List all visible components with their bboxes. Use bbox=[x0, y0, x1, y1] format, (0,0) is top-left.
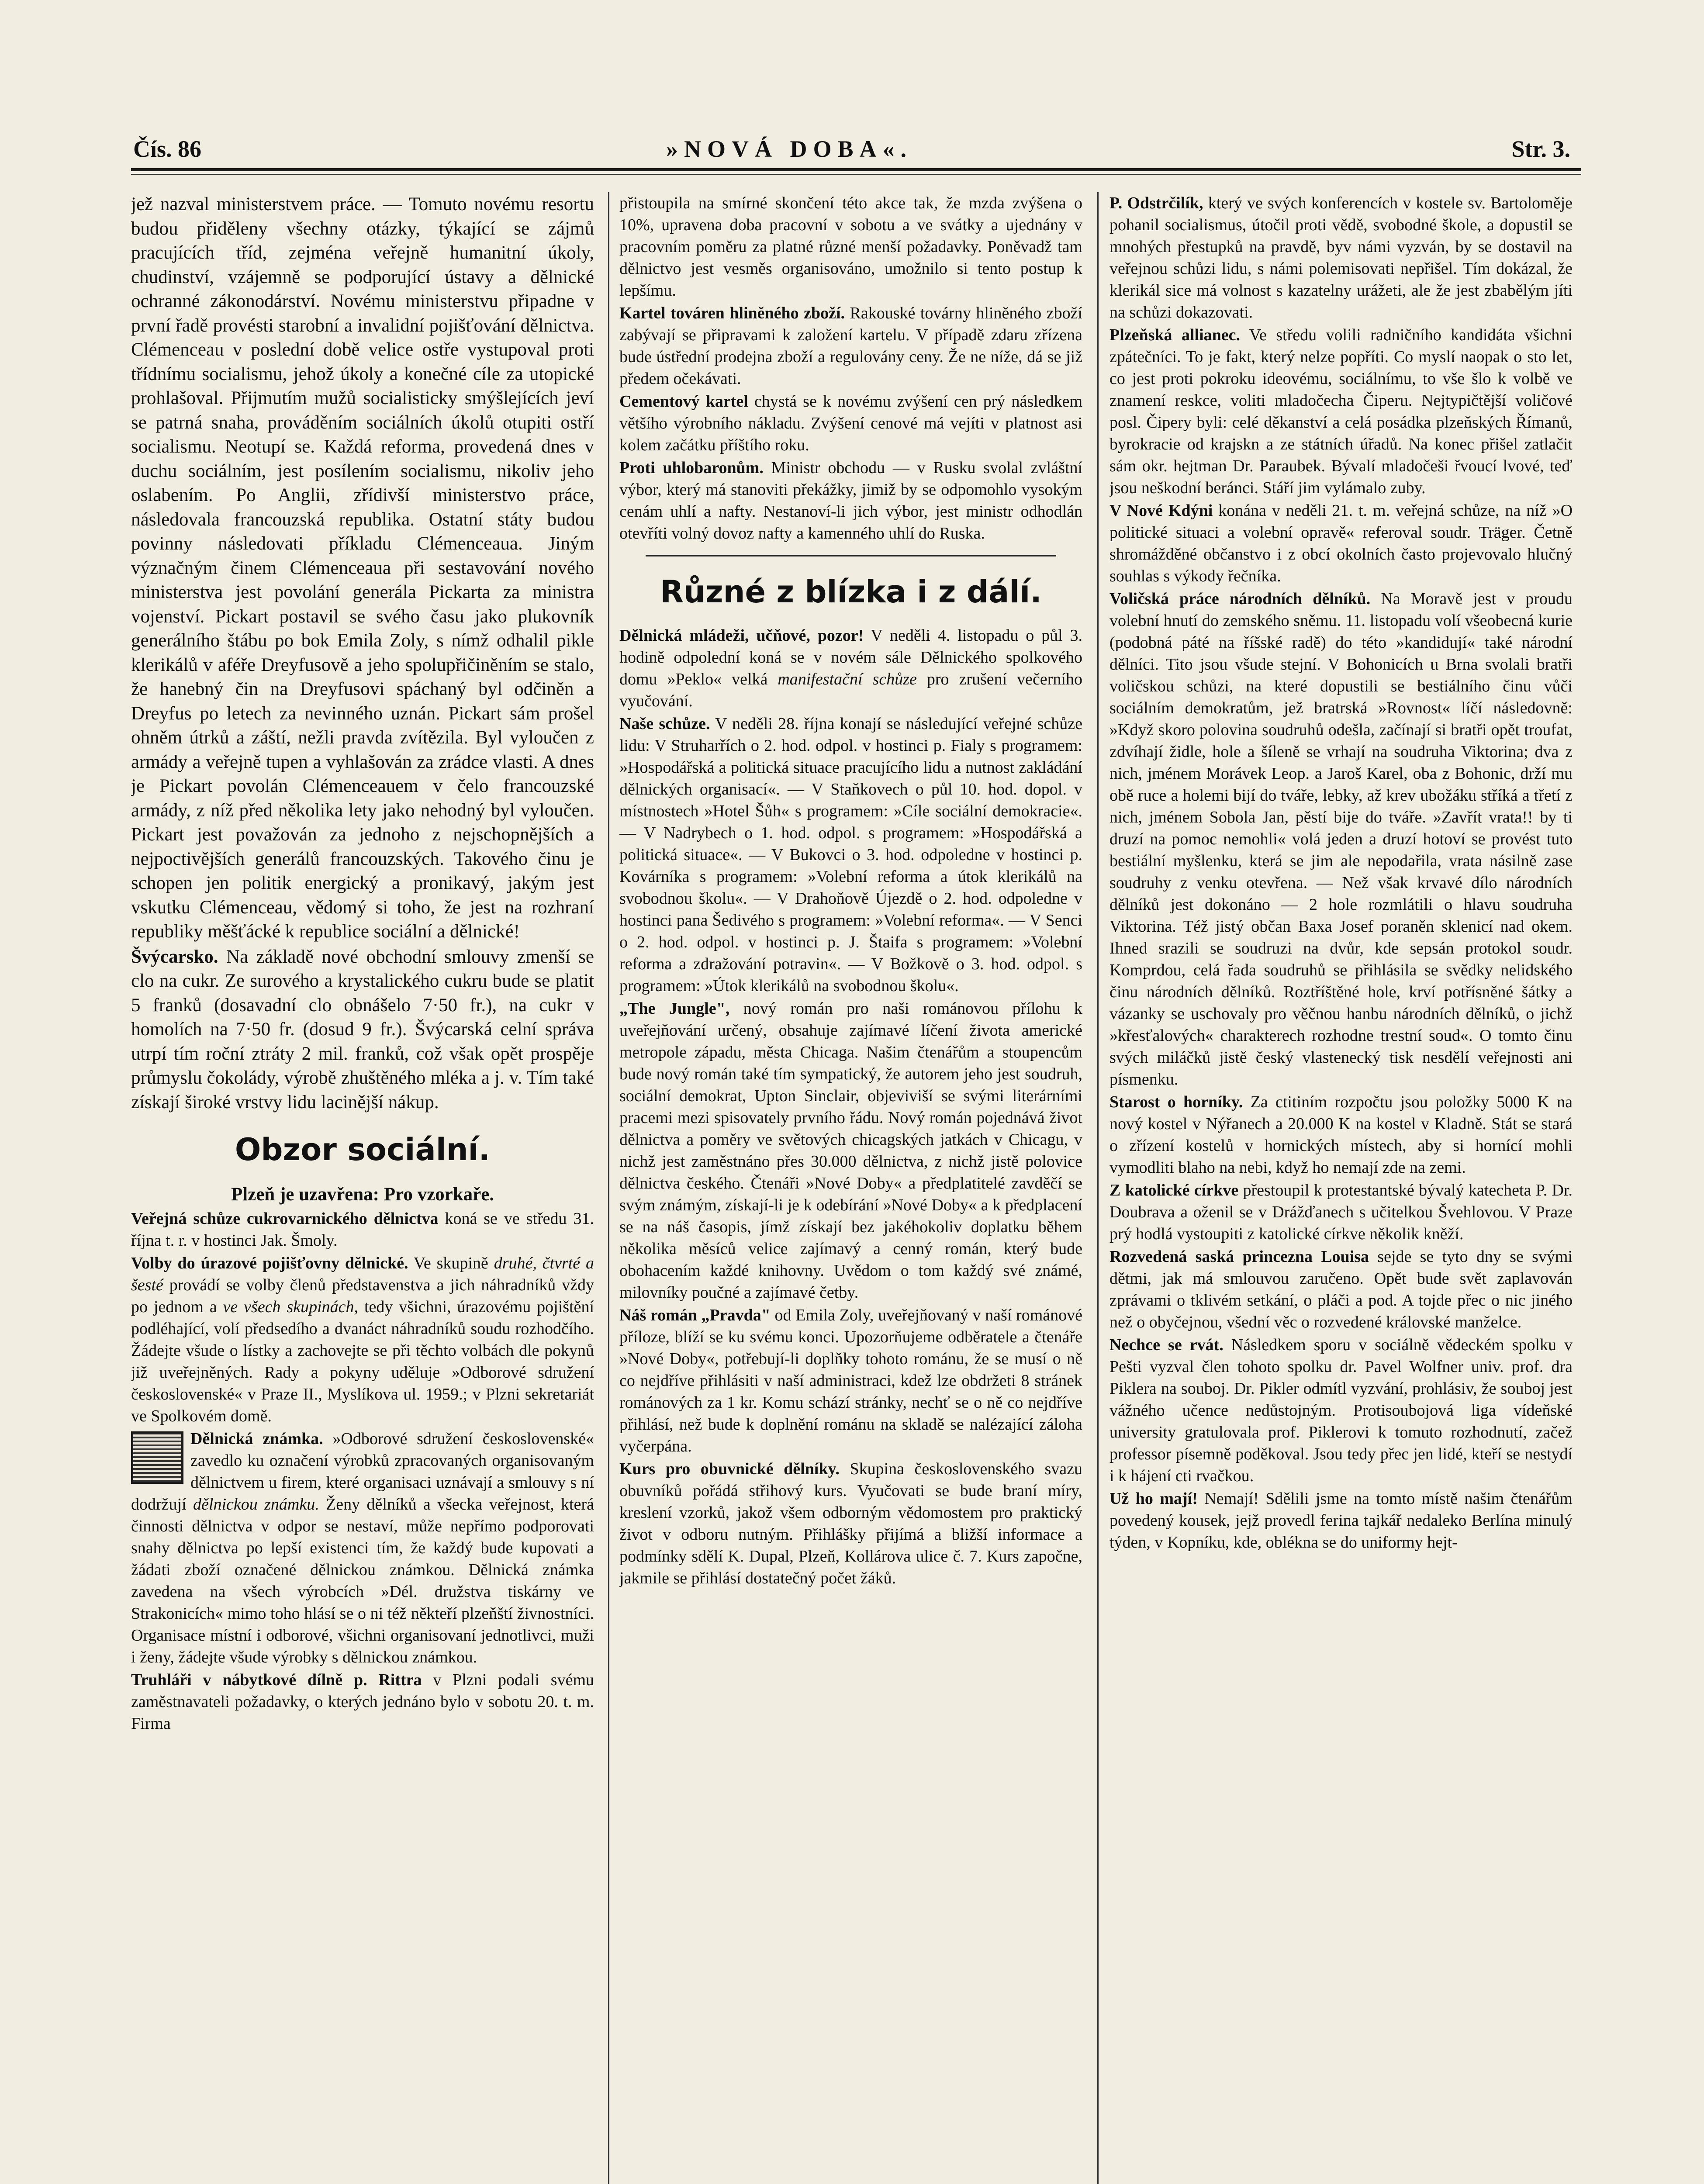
article bbox=[619, 1304, 1082, 1457]
article bbox=[131, 1428, 594, 1668]
article-text: Ve skupině bbox=[413, 1254, 488, 1272]
header-rule bbox=[131, 168, 1581, 171]
article-text: pro zrušení večerního vyučování. bbox=[619, 670, 1082, 710]
article-text: Následkem sporu v sociálně vědeckém spolku v Pešti vyzval člen tohoto spolku dr. Pavel Wolfner univ. prof. dra Piklera na souboj. Dr. Pikler odmítl vyzvání, prohlásiv, že souboj jest vážného učence nedůstojným. Protisoubojová liga vídeňské university gratulovala prof. Piklerovi k tomuto rozhodnutí, začež professor písemně poděkoval. Jsou tedy přec jen lidé, kteří se nestydí i k hájení cti rvačkou. bbox=[1110, 1336, 1573, 1485]
article-text: sejde se tyto dny se svými dětmi, jak má smlouvou zaručeno. Opět bude svět zaplavován zprávami o tklivém setkání, o pláči a pod. A tojde přec o nic jiného než o obyčejnou, všední věc o rozvedené královské manželce. bbox=[1110, 1248, 1573, 1331]
article-heading: Už ho mají! bbox=[1110, 1489, 1198, 1508]
article-heading: Proti uhlobaronům. bbox=[619, 459, 764, 477]
article-text: chystá se k novému zvýšení cen prý následkem většího výrobního nákladu. Zvýšení cenové má vejíti v platnost asi kolem začátku příštího roku. bbox=[619, 392, 1082, 454]
article-text: v Plzni podali svému zaměstnavateli požadavky, o kterých jednáno bylo v sobotu 20. t. m. Firma bbox=[131, 1670, 594, 1733]
article-text: V neděli 28. října konají se následující veřejné schůze lidu: V Struharřích o 2. hod. odpol. v hostinci p. Fialy s programem: »Hospodářská a politická situace pracujícího lidu a nutnost zakládání dělnických organisací«. — V Staňkovech o půl 10. hod. dopol. v místnostech »Hotel Šůh« s programem: »Cíle sociální demokracie«. — V Nadrybech o 1. hod. odpol. s programem: »Hospodářská a politická situace«. — V Bukovci o 3. hod. odpoledne v hostinci p. Kovárníka s programem: »Volební reforma a útok klerikálů na svobodnou školu«. — V Drahoňově Újezdě o 2. hod. odpoledne v hostinci pana Šedivého s programem: »Volební reforma«. — V Senci o 2. hod. odpol. v hostinci p. J. Štaifa s programem: »Volební reforma a zdražování potravin«. — V Božkově o 3. hod. odpol. s programem: »Útok klerikálů na svobodnou školu«. bbox=[619, 715, 1082, 995]
article bbox=[1110, 500, 1573, 587]
article bbox=[131, 1669, 594, 1735]
article-text: který ve svých konferencích v kostele sv. Bartoloměje pohanil socialismus, útočil proti vědě, svobodné škole, a dopustil se mnohých přestupků na pravdě, byv námi vyzván, by se dostavil na veřejnou schůzi lidu, s námi polemisovati nepřišel. Tím dokázal, že klerikál sice má volnost s kazatelny urážeti, ale že jest zbabělým jíti na schůzi dokazovati. bbox=[1110, 194, 1573, 321]
article-heading: Truhláři v nábytkové dílně p. Rittra bbox=[131, 1670, 422, 1689]
article bbox=[131, 945, 594, 1115]
section-divider bbox=[646, 555, 1056, 556]
article bbox=[1110, 324, 1573, 499]
article-text: od Emila Zoly, uveřejňovaný v naší románové příloze, blíží se ku svému konci. Upozorňujeme odběratele a čtenáře »Nové Doby«, potřebují-li doplňky tohoto románu, že se musí o ně co nejdříve přihlásiti v naší administraci, kdež lze obdržeti 8 stránek románových za 1 kr. Komu schází stránky, nechť se o ně co nejdříve přihlásí, než bude k doplnění románu na skladě se nalézající záloha vyčerpána. bbox=[619, 1306, 1082, 1455]
article bbox=[1110, 1246, 1573, 1333]
article-heading: Dělnická mládeži, učňové, pozor! bbox=[619, 626, 864, 645]
article-emphasis: manifestační schůze bbox=[778, 670, 917, 688]
article-text: Na základě nové obchodní smlouvy zmenší se clo na cukr. Ze surového a krystalického cukru bude se platit 5 franků (dosavadní clo obnášelo 7·50 fr.), na cukr v homolích na 7·50 fr. (dosud 9 fr.). Švýcarská celní správa utrpí tím roční ztráty 2 mil. franků, což však opět prospěje průmyslu čokolády, výrobě zhuštěného mléka a j. v. Tím také získají široké vrstvy lidu lacinější nákup. bbox=[131, 946, 594, 1113]
page-number: Str. 3. bbox=[1511, 136, 1570, 162]
newspaper-title: »NOVÁ DOBA«. bbox=[666, 136, 913, 162]
article-text: koná se ve středu 31. října t. r. v hostinci Jak. Šmoly. bbox=[131, 1209, 594, 1250]
article-heading: Z katolické církve bbox=[1110, 1181, 1239, 1199]
column-3 bbox=[1110, 192, 1573, 2184]
page-header bbox=[133, 131, 1570, 166]
article bbox=[131, 1252, 594, 1427]
article bbox=[619, 713, 1082, 997]
article-emphasis: ve všech skupinách, bbox=[223, 1297, 359, 1316]
article-heading: Náš román „Pravda" bbox=[619, 1306, 771, 1324]
article-heading: Dělnická známka. bbox=[190, 1429, 323, 1448]
article-text: provádí se volby členů představenstva a jich náhradníků vždy po jednom a bbox=[131, 1275, 594, 1316]
column-1 bbox=[131, 192, 594, 2184]
article-text: Za ctitiním rozpočtu jsou položky 5000 K na nový kostel v Nýřanech a 20.000 K na kostel v Kladně. Stát se stará o zřízení kostelů v hornických místech, aby si hornící mohli vymodliti blaho na nebi, když ho nemají zde na zemi. bbox=[1110, 1093, 1573, 1177]
article-heading: Plzeňská allianec. bbox=[1110, 326, 1241, 344]
union-label-stamp-icon bbox=[131, 1431, 183, 1484]
article bbox=[1110, 588, 1573, 1090]
section-title: Obzor sociální. bbox=[235, 1132, 491, 1168]
article bbox=[1110, 1488, 1573, 1553]
article bbox=[619, 457, 1082, 544]
column-divider bbox=[1097, 192, 1099, 2184]
column-divider bbox=[608, 192, 609, 2184]
article-text: Na Moravě jest v proudu volební hnutí do zemského sněmu. 11. listopadu volí všeobecná kurie (podobná páté na říšské radě) do této »kandidují« také národní dělníci. Tito jsou všude stejní. V Bohonicích u Brna svolali bratři voličskou schůzi, na které dopustili se bestiálního činu vůči sociálním demokratům, jež bratrská »Rovnost« líčí následovně: »Když skoro polovina soudruhů odešla, začínají si bratři opět troufat, zdvíhají židle, hole a šíleně se vrhají na soudruha Viktorina; dva z nich, jménem Morávek Leop. a Jaroš Karel, oba z Bohonic, drží mu obě ruce a holemi bijí do tváře, lebky, až krev ubožáku stříká a třetí z nich, jménem Sobola Jan, pěstí bije do tváře. »Zavřít vrata!! by ti druzí na pomoc nemohli« volá jeden a druzí hotoví se provést tuto bestiální myšlenku, která se jim ale nepodařila, vrata násilně zase soudruhy z venku otevřena. — Než však krvavé dílo národních dělníků jest dokonáno — 2 hole rozmlátili o hlavu soudruha Viktorina. Též jistý občan Baxa Josef poraněn sklenicí nad okem. Ihned srazili se soudruzi na dvůr, kde sepsán protokol soudr. Komprdou, celá řada soudruhů se přihlásila se svědky nelidského činu národních dělníků. Roztříštěné hole, krví potřísněné šátky a vázanky se uschovaly pro věčnou hanbu národních dělníků, o jichž »křesťalových« charakterech rozhodne trestní soud«. O tomto činu svých miláčků jistě český vlastenecký tisk nesdělí veřejnosti ani písmenku. bbox=[1110, 590, 1573, 1089]
article-heading: P. Odstrčilík, bbox=[1110, 194, 1203, 212]
article-heading: Starost o horníky. bbox=[1110, 1093, 1243, 1111]
article-heading: Nechce se rvát. bbox=[1110, 1336, 1224, 1354]
article-heading: Plzeň je uzavřena: Pro vzorkaře. bbox=[231, 1184, 494, 1205]
article-heading: Cementový kartel bbox=[619, 392, 748, 411]
article bbox=[1110, 1091, 1573, 1178]
header-rule-thin bbox=[131, 174, 1581, 175]
article-text: Nemají! Sdělili jsme na tomto místě našim čtenářům povedený kousek, jejž provedl ferina tajkář nedaleko Berlína minulý týden, v Kopníku, kde, oblékna se do uniformy hejt- bbox=[1110, 1489, 1573, 1552]
issue-number: Čís. 86 bbox=[133, 136, 202, 162]
article bbox=[619, 998, 1082, 1303]
article-text: Skupina československého svazu obuvníků pořádá střihový kurs. Vyučovati se bude braní míry, kreslení vzorků, jakož všem odborným vědomostem pro praktický život v odboru nutným. Přihlášky přijímá a bližší informace a podmínky sdělí K. Dupal, Plzeň, Kollárova ulice č. 7. Kurs započne, jakmile se přihlásí dostatečný počet žáků. bbox=[619, 1460, 1082, 1587]
article bbox=[131, 1208, 594, 1251]
article-text: Ve středu volili radničního kandidáta všichni zpátečníci. To je fakt, který nelze popříti. Co myslí naopak o sto let, co jest proti pokroku ideovému, sociálnímu, to vše šlo k volbě ve znamení reskce, voliti mladočecha Čiperu. Nejtypičtější voličové posl. Čipery byli: celé děkanství a celá posádka plzeňských Římanů, byrokracie od krajskn a ze státních úřadů. Na konec přišel zatlačit sám okr. hejtman Dr. Paraubek. Bývalí mladočeši řvoucí lvové, teď jsou neškodní beránci. Stáří jim vylámalo zuby. bbox=[1110, 326, 1573, 497]
column-2 bbox=[619, 192, 1082, 2184]
article bbox=[619, 625, 1082, 712]
article-text: Ženy dělníků a všecka veřejnost, která činnosti dělnictva v odpor se nestaví, může nepřímo podporovati snahy dělnictva po lepší existenci tím, že každý bude kupovati a žádati zboží označené dělnickou známkou. Dělnická známka zavedena na všech výrobcích »Dél. družstva tiskárny ve Strakonicích« mimo toho hlásí se o ni též někteří plzeňští živnostníci. Organisace místní i odborové, všichni organisovaní jednotlivci, muži i ženy, žádejte všude výrobky s dělnickou známkou. bbox=[131, 1495, 594, 1666]
article-heading: Volby do úrazové pojišťovny dělnické. bbox=[131, 1254, 408, 1272]
article-heading: Švýcarsko. bbox=[131, 946, 218, 967]
article bbox=[619, 302, 1082, 390]
article-heading: Kartel továren hliněného zboží. bbox=[619, 304, 845, 322]
article-heading: Kurs pro obuvnické dělníky. bbox=[619, 1460, 840, 1478]
article-text: přistoupila na smírné skončení této akce tak, že mzda zvýšena o 10%, upravena doba pracovní v sobotu a ve svátky a ujednány v pracovním poměru za platné různé menší požadavky. Poněvadž tam dělnictvo jest vesměs organisováno, umožnilo si tento postup k lepšímu. bbox=[619, 194, 1082, 300]
article bbox=[619, 1458, 1082, 1589]
article-heading: V Nové Kdýni bbox=[1110, 501, 1213, 520]
article-text: Rakouské továrny hliněného zboží zabývají se připravami k založení kartelu. V případě zdaru zřízena bude ústřední prodejna zboží a regulovány ceny. Že ne níže, dá se již předem očekávati. bbox=[619, 304, 1082, 388]
article-text: »Odborové sdružení československé« zavedlo ku označení výrobků zpracovaných organisovaným dělnictvem u firem, které organisaci uznávají a smlouvy s ní dodržují bbox=[131, 1429, 594, 1514]
article-heading: Veřejná schůze cukrovarnického dělnictva bbox=[131, 1209, 439, 1228]
article-text: nový román pro naši románovou přílohu k uveřejňování určený, obsahuje zajímavé líčení života americké metropole západu, města Chicaga. Našim čtenářům a stoupencům bude nový román také tím sympatický, že autorem jeho jest soudruh, sociální demokrat, Upton Sinclair, objeviviší se svými literárními pracemi mezi spisovately prvního řádu. Nový román pojednává život dělnictva a poměry ve světových chicagských jatkách v Chicagu, v nichž jest zaměstnáno přes 30.000 dělnictva, z nichž jistě polovice dělnictva českého. Čtenáři »Nové Doby« a předplatitelé zavděčí se svým známým, získají-li je k odebírání »Nové Doby« a k předplacení se na náš časopis, jímž získají bez jakéhokoliv doplatku během několika měsíců velice zajímavý a cenný román, který bude obohacením každé knihovny. Uvědom o tom každý své známé, milovníky poučné a zajímavé četby. bbox=[619, 999, 1082, 1302]
article-heading: Naše schůze. bbox=[619, 715, 710, 733]
article-heading: Rozvedená saská princezna Louisa bbox=[1110, 1248, 1369, 1266]
article-emphasis: dělnickou známku. bbox=[193, 1495, 319, 1514]
article-text: tedy všichni, úrazovému pojištění podléhající, volí předsedího a dvanáct náhradníků soudu rozhodčího. Žádejte všude o lístky a zachovejte se při těchto volbách dle pokynů již uveřejněných. Rady a pokyny uděluje »Odborové sdružení československé« v Praze II., Myslíkova ul. 1959.; v Plzni sekretariát ve Spolkovém domě. bbox=[131, 1297, 594, 1425]
article bbox=[1110, 1334, 1573, 1487]
article-text: přestoupil k protestantské bývalý katecheta P. Dr. Doubrava a oženil se v Drážďanech s učitelkou Švehlovou. V Praze prý hodlá vystoupiti z katolické církve několik kněží. bbox=[1110, 1181, 1573, 1243]
article bbox=[1110, 192, 1573, 323]
article-text: V neděli 4. listopadu o půl 3. hodině odpolední koná se v novém sále Dělnického spolkového domu »Peklo« velká bbox=[619, 626, 1082, 688]
section-title: Různé z blízka i z dálí. bbox=[660, 574, 1042, 610]
article-text: konána v neděli 21. t. m. veřejná schůze, na níž »O politické situaci a volební opravě« referoval soudr. Träger. Četně shromážděné občanstvo i z obcí okolních často projevovalo hlučný souhlas s výkody řečníka. bbox=[1110, 501, 1573, 585]
article-heading: Voličská práce národních dělníků. bbox=[1110, 590, 1371, 608]
article-heading: „The Jungle", bbox=[619, 999, 730, 1018]
article bbox=[1110, 1179, 1573, 1245]
article-emphasis: druhé, čtvrté a šesté bbox=[131, 1254, 594, 1294]
article-text: jež nazval ministerstvem práce. — Tomuto novému resortu budou přiděleny všechny otázky, týkající se zájmů pracujících tříd, zejména veřejně humanitní úkoly, chudinství, vzájemně se podporující ústavy a dělnické ochranné zákonodárství. Novému ministerstvu připadne v první řadě provésti starobní a invalidní pojišťování dělnictva. Clémenceau v poslední době velice ostře vystupoval proti třídnímu socialismu, jehož úkoly a konečné cíle za utopické prohlašoval. Přijmutím mužů socialisticky smýšlejících jeví se patrná snaha, prováděním sociálních úkolů otupiti ostří socialismu. Neotupí se. Každá reforma, provedená dnes v duchu sociálním, jest posílením socialismu, nikoliv jeho oslabením. Po Anglii, zřídivší ministerstvo práce, následovala francouzská republika. Ostatní státy budou povinny následovati příkladu Clémenceaua. Jiným význačným činem Clémenceaua při sestavování nového ministerstva jest povolání generála Pickarta za ministra vojenství. Pickart postavil se svého času jako plukovník generálního štábu po bok Emila Zoly, s nímž odhalil pikle klerikálů v aféře Dreyfusově a jeho spolupřičiněním se stalo, že hanebný čin na Dreyfusovi spáchaný byl odčiněn a Dreyfus po letech za nevinného uznán. Pickart sám prošel ohněm útrků a záští, nežli pravda zvítězila. Byl vyloučen z armády a veřejně tupen a vyhlašován za zrádce vlasti. A dnes je Pickart povolán Clémenceauem v čelo francouzské armády, z níž před několika lety jako nehodný byl vyloučen. Pickart jest považován za jednoho z nejschopnějších a nejpoctivějších generálů francouzských. Takového činu je schopen jen politik energický a pronikavý, jakým jest vskutku Clémenceau, vědomý si toho, že jest na rozhraní republiky měšťácké k republice sociální a dělnické! bbox=[131, 194, 594, 942]
article bbox=[619, 390, 1082, 456]
article-text: Ministr obchodu — v Rusku svolal zvláštní výbor, který má stanoviti překážky, jimiž by se odpomohlo vysokým cenám uhlí a nafty. Nestanoví-li jich výbor, jest ministr odhodlán otevříti volný dovoz nafty a kamenného uhlí do Ruska. bbox=[619, 459, 1082, 543]
